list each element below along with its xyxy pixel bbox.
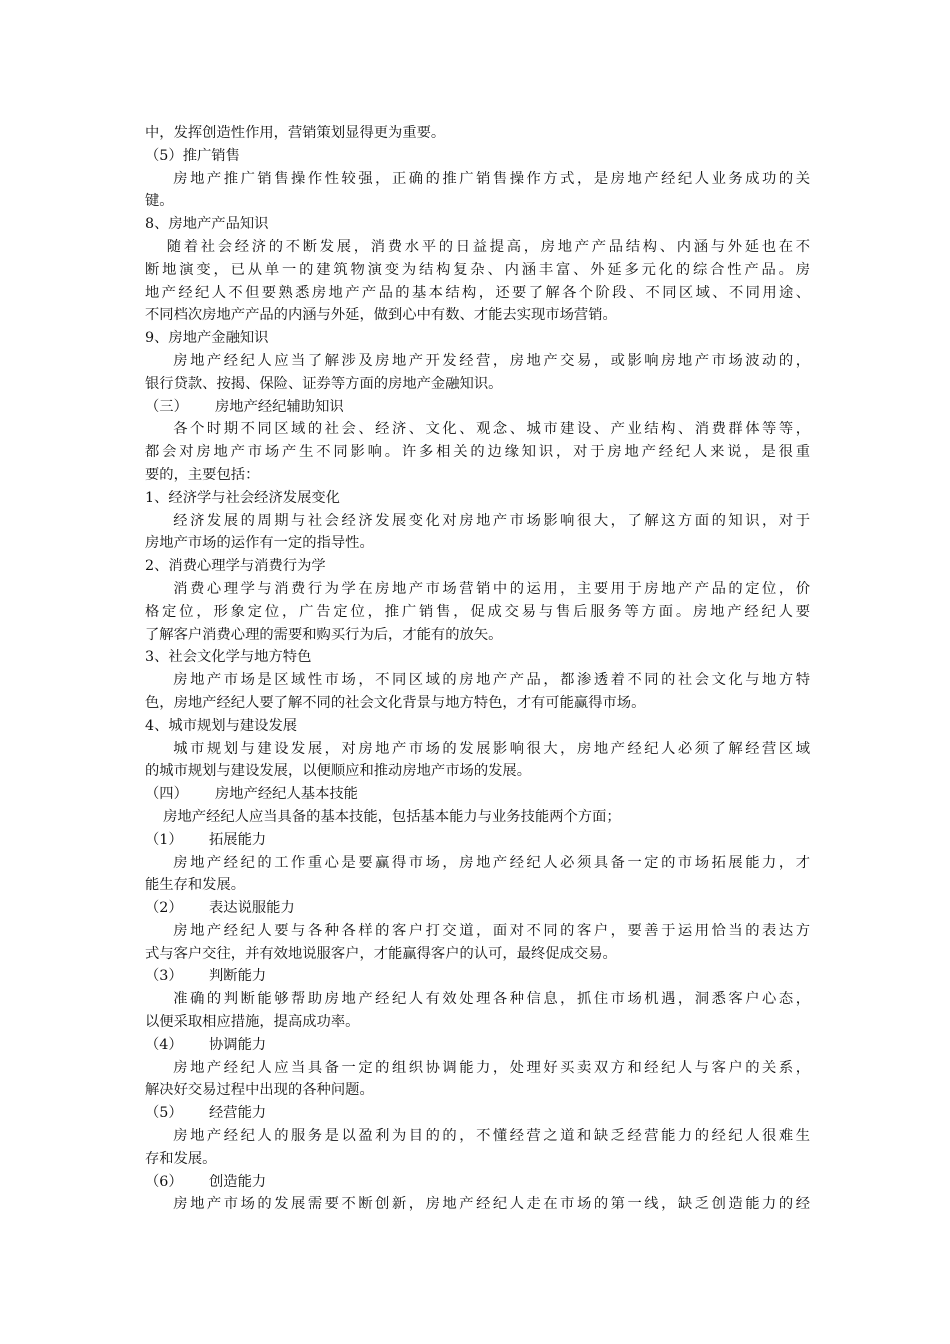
heading-number: （四） [145, 786, 188, 803]
heading-number: （6） [145, 1173, 183, 1190]
paragraph-line: 中，发挥创造性作用，营销策划显得更为重要。 [145, 125, 446, 141]
paragraph-line: 城市规划与建设发展，对房地产市场的发展影响很大，房地产经纪人必须了解经营区域 [145, 740, 810, 757]
paragraph-line: 能生存和发展。 [145, 877, 246, 894]
paragraph-line: 的城市规划与建设发展，以便顺应和推动房地产市场的发展。 [145, 763, 532, 780]
paragraph-line: 解决好交易过程中出现的各种问题。 [145, 1082, 374, 1099]
paragraph-line: 房地产经纪人应当具备的基本技能，包括基本能力与业务技能两个方面； [145, 808, 621, 825]
heading-title: 创造能力 [209, 1173, 267, 1190]
paragraph-line: 消费心理学与消费行为学在房地产市场营销中的运用，主要用于房地产产品的定位，价 [145, 580, 810, 597]
chapter-heading [145, 396, 810, 419]
subsection-heading [145, 897, 810, 920]
paragraph-line: 房地产经纪人要与各种各样的客户打交道，面对不同的客户，要善于运用恰当的表达方 [145, 922, 810, 939]
paragraph-line: 房地产市场的发展需要不断创新，房地产经纪人走在市场的第一线，缺乏创造能力的经 [145, 1196, 810, 1213]
paragraph-line: 键。 [145, 193, 174, 210]
subsection-heading [145, 1171, 810, 1194]
subsection-heading [145, 1102, 810, 1125]
paragraph-line: 银行贷款、按揭、保险、证券等方面的房地产金融知识。 [145, 375, 503, 392]
heading-title: 房地产经纪人基本技能 [215, 786, 358, 803]
paragraph-line: 格定位，形象定位，广告定位，推广销售，促成交易与售后服务等方面。房地产经纪人要 [145, 603, 810, 620]
heading-title: 房地产经纪辅助知识 [215, 398, 344, 415]
heading-title: 拓展能力 [209, 831, 267, 848]
document-page [145, 122, 810, 1216]
paragraph-line: 房地产市场是区域性市场，不同区域的房地产产品，都渗透着不同的社会文化与地方特 [145, 672, 810, 689]
heading-number: （5） [145, 1105, 183, 1122]
paragraph-line: 了解客户消费心理的需要和购买行为后，才能有的放矢。 [145, 626, 503, 643]
heading-number: （三） [145, 398, 188, 415]
subsection-heading [145, 965, 810, 988]
section-heading: 8、房地产产品知识 [145, 216, 269, 233]
paragraph-line: 房地产经纪人应当具备一定的组织协调能力，处理好买卖双方和经纪人与客户的关系， [145, 1059, 810, 1076]
paragraph-line: 都会对房地产市场产生不同影响。许多相关的边缘知识，对于房地产经纪人来说，是很重 [145, 444, 810, 461]
heading-title: 协调能力 [209, 1036, 267, 1053]
heading-number: （4） [145, 1036, 183, 1053]
section-heading: 3、社会文化学与地方特色 [145, 649, 312, 666]
paragraph-line: 房地产经纪的工作重心是要赢得市场，房地产经纪人必须具备一定的市场拓展能力，才 [145, 854, 810, 871]
paragraph-line: 房地产推广销售操作性较强，正确的推广销售操作方式，是房地产经纪人业务成功的关 [145, 170, 810, 187]
paragraph-line: 不同档次房地产产品的内涵与外延，做到心中有数、才能去实现市场营销。 [145, 307, 617, 324]
paragraph-line: 房地产经纪人的服务是以盈利为目的的，不懂经营之道和缺乏经营能力的经纪人很难生 [145, 1128, 810, 1145]
subsection-heading: （5）推广销售 [145, 147, 240, 164]
paragraph-line: 房地产市场的运作有一定的指导性。 [145, 535, 374, 552]
paragraph-line: 以便采取相应措施，提高成功率。 [145, 1014, 360, 1031]
heading-title: 判断能力 [209, 968, 267, 985]
section-heading: 2、消费心理学与消费行为学 [145, 558, 326, 575]
section-heading: 1、经济学与社会经济发展变化 [145, 489, 340, 506]
section-heading: 9、房地产金融知识 [145, 330, 269, 347]
paragraph-line: 准确的判断能够帮助房地产经纪人有效处理各种信息，抓住市场机遇，洞悉客户心态， [145, 991, 810, 1008]
chapter-heading [145, 783, 810, 806]
heading-title: 经营能力 [209, 1105, 267, 1122]
paragraph-line: 色，房地产经纪人要了解不同的社会文化背景与地方特色，才有可能赢得市场。 [145, 694, 646, 711]
paragraph-line: 经济发展的周期与社会经济发展变化对房地产市场影响很大，了解这方面的知识，对于 [145, 512, 810, 529]
heading-number: （3） [145, 968, 183, 985]
paragraph-line: 各个时期不同区域的社会、经济、文化、观念、城市建设、产业结构、消费群体等等， [145, 421, 810, 438]
paragraph-line: 要的，主要包括： [145, 466, 260, 483]
subsection-heading [145, 1034, 810, 1057]
heading-title: 表达说服能力 [209, 900, 295, 917]
heading-number: （1） [145, 831, 183, 848]
subsection-heading [145, 829, 810, 852]
paragraph-line: 断地演变，已从单一的建筑物演变为结构复杂、内涵丰富、外延多元化的综合性产品。房 [145, 261, 810, 278]
paragraph-line: 存和发展。 [145, 1150, 217, 1167]
paragraph-line: 地产经纪人不但要熟悉房地产产品的基本结构，还要了解各个阶段、不同区域、不同用途、 [145, 284, 810, 301]
section-heading: 4、城市规划与建设发展 [145, 717, 298, 734]
paragraph-line: 式与客户交往，并有效地说服客户，才能赢得客户的认可，最终促成交易。 [145, 945, 617, 962]
heading-number: （2） [145, 900, 183, 917]
paragraph-line: 房地产经纪人应当了解涉及房地产开发经营，房地产交易，或影响房地产市场波动的， [145, 352, 810, 369]
paragraph-line: 随着社会经济的不断发展，消费水平的日益提高，房地产产品结构、内涵与外延也在不 [145, 238, 810, 255]
